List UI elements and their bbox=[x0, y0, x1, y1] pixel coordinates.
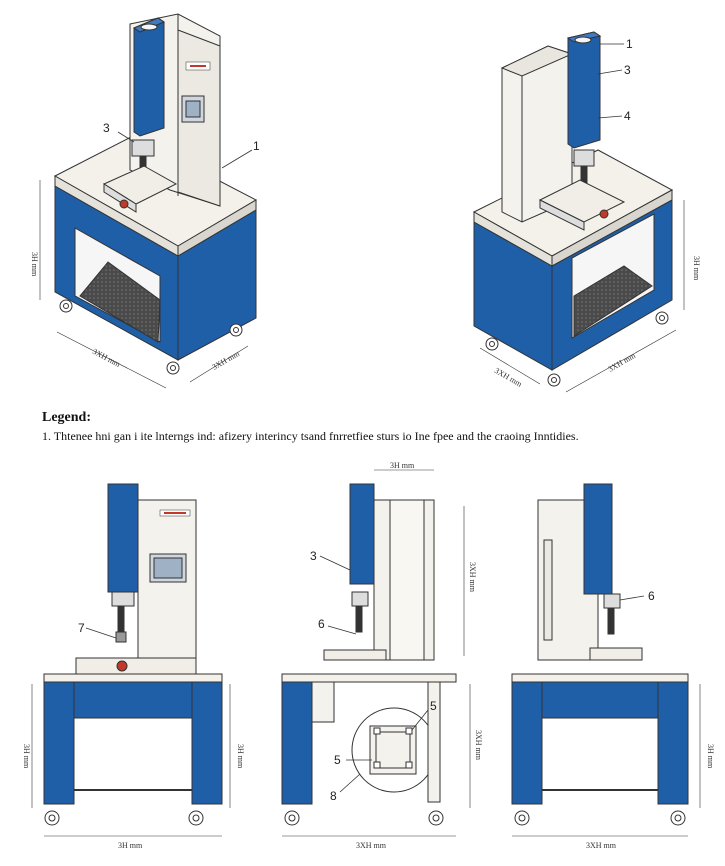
press-head-r bbox=[568, 32, 600, 148]
side-view bbox=[282, 470, 470, 836]
legend-item-1: 1. Thtenee hni gan i ite lnterngs ind: afizery interincy tsand fnrretfiee sturs io Ine fpee and the craoing Inntidies. bbox=[42, 429, 579, 443]
dim-width-side: 3XH mm bbox=[356, 841, 386, 850]
table-top-side bbox=[282, 674, 456, 682]
dim-width-right: 3XH mm bbox=[606, 350, 637, 374]
table-top-front bbox=[44, 674, 222, 682]
callout-8: 8 bbox=[330, 789, 337, 803]
cabinet-leg-side bbox=[282, 682, 312, 804]
callout-1-left: 1 bbox=[253, 139, 260, 153]
press-head-rear bbox=[584, 484, 612, 594]
caster-wheel-icon bbox=[285, 811, 443, 825]
table-top-rear bbox=[512, 674, 688, 682]
isometric-view-right bbox=[474, 32, 684, 392]
dim-height-front-r: 3H mm bbox=[236, 744, 245, 769]
dim-height-rear: 3H mm bbox=[706, 744, 715, 769]
emergency-button-icon bbox=[117, 661, 127, 671]
dim-height-left: 3H mm bbox=[30, 252, 39, 277]
emergency-button-icon bbox=[120, 200, 128, 208]
fixture-plate-front bbox=[76, 658, 196, 674]
dim-width-front: 3H mm bbox=[118, 841, 143, 850]
dim-depth-right: 3XH mm bbox=[493, 365, 524, 389]
callout-3-left: 3 bbox=[103, 121, 110, 135]
dim-width-rear: 3XH mm bbox=[586, 841, 616, 850]
rear-view bbox=[512, 484, 700, 836]
callout-3-right: 3 bbox=[624, 63, 631, 77]
cabinet-leg-left bbox=[44, 682, 74, 804]
isometric-view-left bbox=[40, 14, 256, 388]
press-head-side bbox=[350, 484, 374, 584]
dim-cabinet-height: 3XH mm bbox=[474, 730, 483, 760]
cabinet-leg-right bbox=[192, 682, 222, 804]
callout-6-side: 6 bbox=[318, 617, 325, 631]
callout-4-right: 4 bbox=[624, 109, 631, 123]
callout-6-rear: 6 bbox=[648, 589, 655, 603]
dim-height-right: 3H mm bbox=[692, 256, 701, 281]
legend-title: Legend: bbox=[42, 410, 91, 425]
press-head-front bbox=[108, 484, 138, 592]
dim-column-height: 3XH mm bbox=[468, 562, 477, 592]
legend bbox=[42, 410, 682, 444]
caster-wheel-icon bbox=[45, 811, 203, 825]
press-head bbox=[134, 18, 164, 136]
callout-5-side-top: 5 bbox=[430, 699, 437, 713]
callout-5-side: 5 bbox=[334, 753, 341, 767]
callout-7: 7 bbox=[78, 621, 85, 635]
dim-head-width: 3H mm bbox=[390, 461, 415, 470]
caster-wheel-icon bbox=[515, 811, 685, 825]
dim-depth-left: 3XH mm bbox=[91, 346, 122, 369]
dim-width-left: 3XH mm bbox=[210, 348, 241, 372]
callout-1-right: 1 bbox=[626, 37, 633, 51]
front-view bbox=[32, 484, 230, 836]
callout-3-side: 3 bbox=[310, 549, 317, 563]
dim-height-front: 3H mm bbox=[22, 744, 31, 769]
